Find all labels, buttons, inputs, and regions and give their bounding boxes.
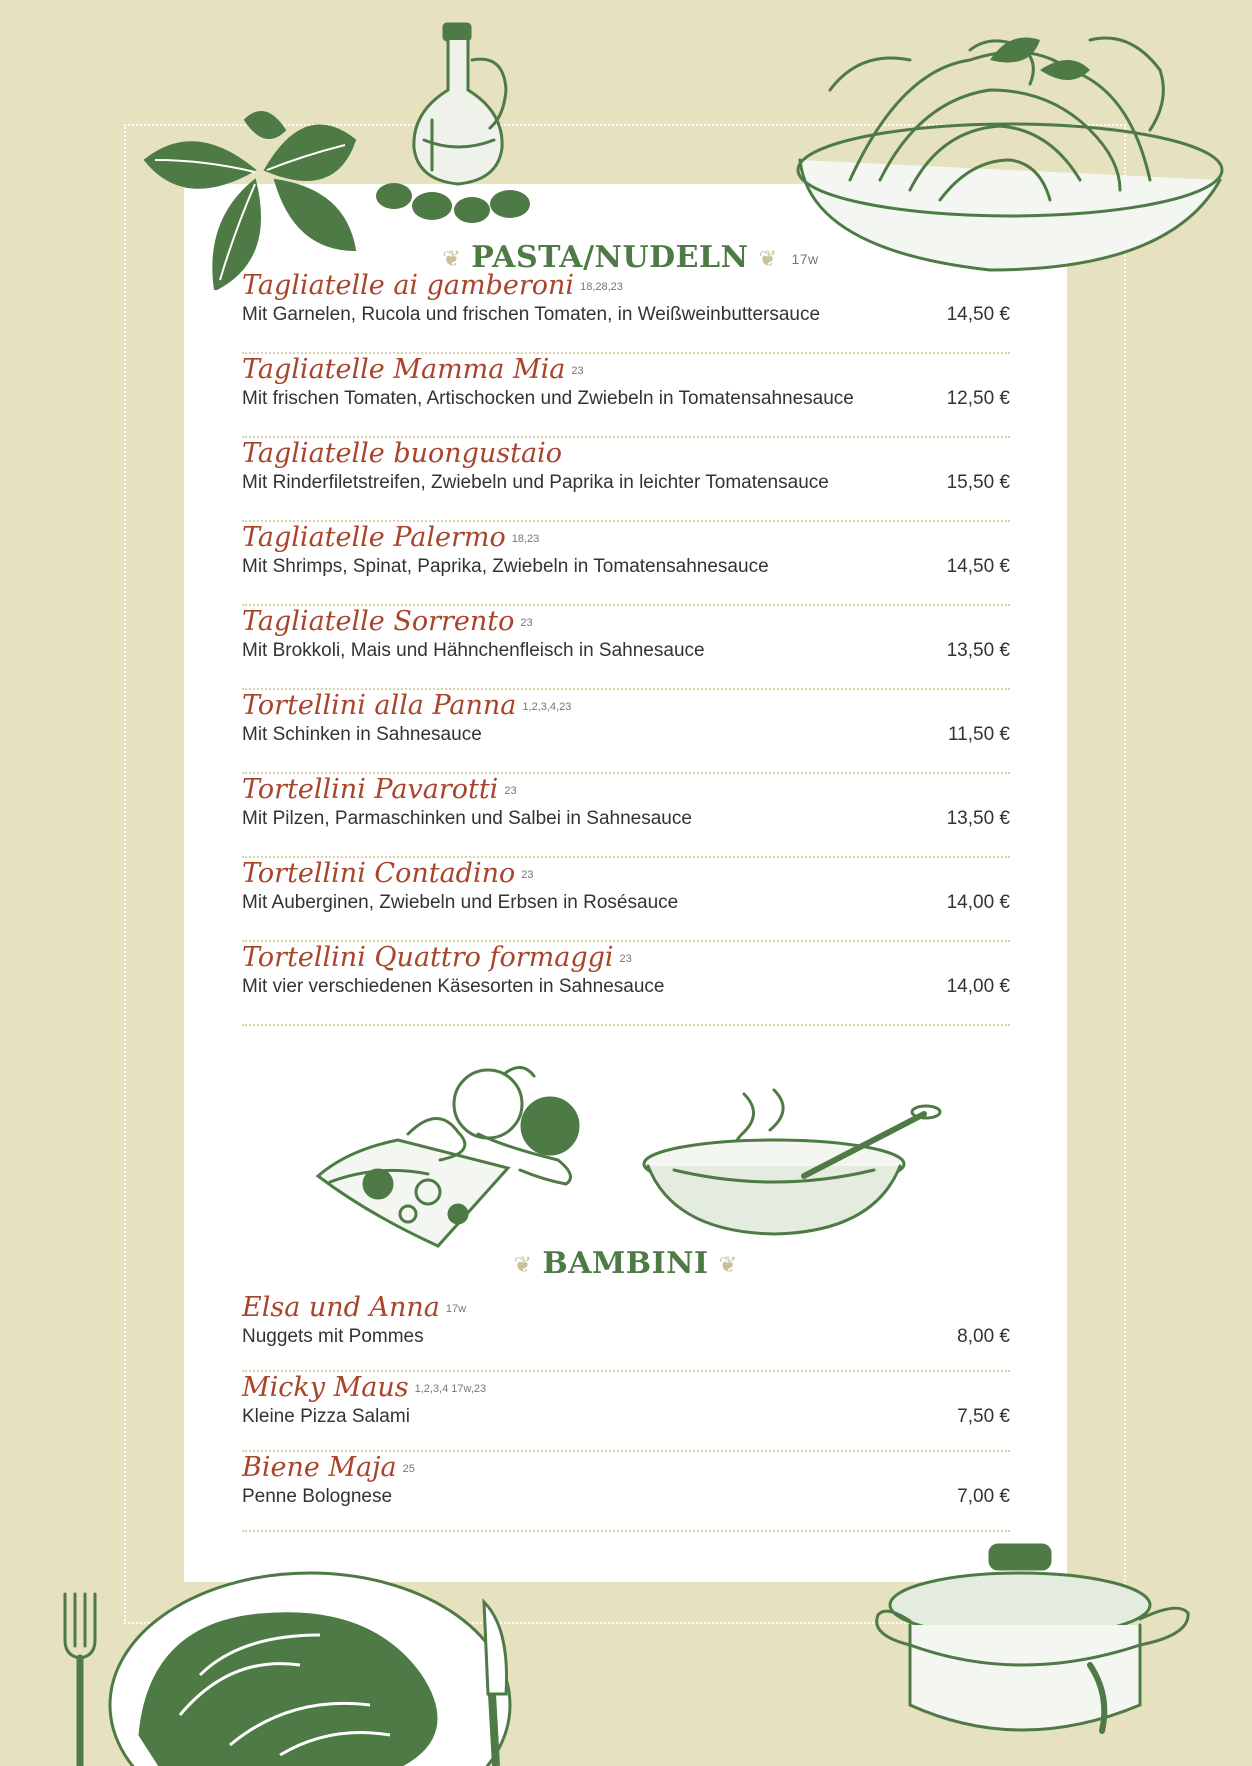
menu-item — [242, 1372, 1010, 1452]
dish-price: 11,50 € — [948, 724, 1010, 745]
menu-item — [242, 522, 1010, 606]
pasta-allergen: 17w — [791, 251, 819, 267]
olive-oil-bottle-icon — [372, 20, 547, 230]
basil-leaves-icon — [135, 100, 365, 290]
section-title-bambini — [184, 1246, 1067, 1281]
pasta-plate-icon — [80, 1555, 520, 1766]
dish-price: 14,00 € — [946, 892, 1010, 913]
dish-description: Mit frischen Tomaten, Artischocken und Zwiebeln in Tomatensahnesauce — [242, 388, 854, 409]
dish-name: Tortellini alla Panna 1,2,3,4,23 — [242, 690, 572, 721]
menu-item — [242, 354, 1010, 438]
dish-price: 14,50 € — [946, 556, 1010, 577]
dish-name: Tagliatelle Palermo 18,23 — [242, 522, 540, 553]
dish-description: Mit Pilzen, Parmaschinken und Salbei in Sahnesauce — [242, 808, 692, 829]
menu-item — [242, 1292, 1010, 1372]
dish-price: 12,50 € — [946, 388, 1010, 409]
dish-description: Mit vier verschiedenen Käsesorten in Sahnesauce — [242, 976, 665, 997]
dish-name: Biene Maja 25 — [242, 1452, 415, 1483]
spaghetti-bowl-icon — [790, 30, 1230, 280]
allergen-codes: 23 — [521, 868, 534, 881]
allergen-codes: 23 — [571, 364, 584, 377]
dish-price: 7,50 € — [957, 1406, 1010, 1427]
dish-price: 13,50 € — [946, 808, 1010, 829]
dish-name: Micky Maus 1,2,3,4 17w,23 — [242, 1372, 487, 1403]
menu-item — [242, 690, 1010, 774]
dish-price: 14,50 € — [946, 304, 1010, 325]
dish-name: Elsa und Anna 17w — [242, 1292, 467, 1323]
dish-price: 14,00 € — [946, 976, 1010, 997]
pizza-slice-icon — [308, 1064, 598, 1254]
dish-description: Mit Shrimps, Spinat, Paprika, Zwiebeln in Tomatensahnesauce — [242, 556, 769, 577]
fork-icon — [55, 1590, 105, 1766]
dish-description: Mit Brokkoli, Mais und Hähnchenfleisch in Sahnesauce — [242, 640, 705, 661]
allergen-codes: 25 — [402, 1462, 415, 1475]
dish-price: 15,50 € — [946, 472, 1010, 493]
dish-name: Tortellini Contadino 23 — [242, 858, 534, 889]
pasta-title: PASTA/NUDELN — [471, 240, 749, 275]
dish-price: 7,00 € — [957, 1486, 1010, 1507]
menu-item — [242, 858, 1010, 942]
allergen-codes: 23 — [504, 784, 517, 797]
flourish-left-icon: ❦ — [442, 246, 462, 272]
allergen-codes: 18,28,23 — [580, 280, 623, 293]
dish-name: Tortellini Pavarotti 23 — [242, 774, 517, 805]
knife-icon — [470, 1598, 520, 1766]
menu-item — [242, 1452, 1010, 1532]
bambini-title: BAMBINI — [542, 1246, 709, 1281]
menu-card — [184, 184, 1067, 1582]
cooking-pot-icon — [870, 1535, 1210, 1755]
dish-description: Mit Rinderfiletstreifen, Zwiebeln und Paprika in leichter Tomatensauce — [242, 472, 829, 493]
allergen-codes: 23 — [619, 952, 632, 965]
flourish-left-icon: ❦ — [513, 1252, 533, 1278]
dish-name: Tagliatelle Sorrento 23 — [242, 606, 533, 637]
dish-price: 8,00 € — [957, 1326, 1010, 1347]
dish-description: Nuggets mit Pommes — [242, 1326, 424, 1347]
menu-item — [242, 606, 1010, 690]
dish-name: Tortellini Quattro formaggi 23 — [242, 942, 632, 973]
allergen-codes: 17w — [445, 1302, 467, 1315]
flourish-right-icon: ❦ — [718, 1252, 738, 1278]
allergen-codes: 1,2,3,4 17w,23 — [414, 1382, 487, 1395]
menu-item — [242, 942, 1010, 1026]
dish-price: 13,50 € — [946, 640, 1010, 661]
dish-description: Mit Schinken in Sahnesauce — [242, 724, 482, 745]
dish-description: Kleine Pizza Salami — [242, 1406, 410, 1427]
soup-bowl-icon — [634, 1084, 944, 1244]
dish-description: Mit Auberginen, Zwiebeln und Erbsen in Rosésauce — [242, 892, 679, 913]
menu-item — [242, 774, 1010, 858]
allergen-codes: 1,2,3,4,23 — [522, 700, 572, 713]
allergen-codes: 18,23 — [511, 532, 540, 545]
dish-name: Tagliatelle buongustaio — [242, 438, 563, 469]
bambini-list — [242, 1292, 1010, 1532]
dish-description: Penne Bolognese — [242, 1486, 393, 1507]
allergen-codes: 23 — [520, 616, 533, 629]
dish-name: Tagliatelle ai gamberoni 18,28,23 — [242, 270, 623, 301]
pasta-list — [242, 270, 1010, 1026]
flourish-right-icon: ❦ — [758, 246, 778, 272]
dish-description: Mit Garnelen, Rucola und frischen Tomaten, in Weißweinbuttersauce — [242, 304, 821, 325]
menu-item — [242, 438, 1010, 522]
dish-name: Tagliatelle Mamma Mia 23 — [242, 354, 584, 385]
